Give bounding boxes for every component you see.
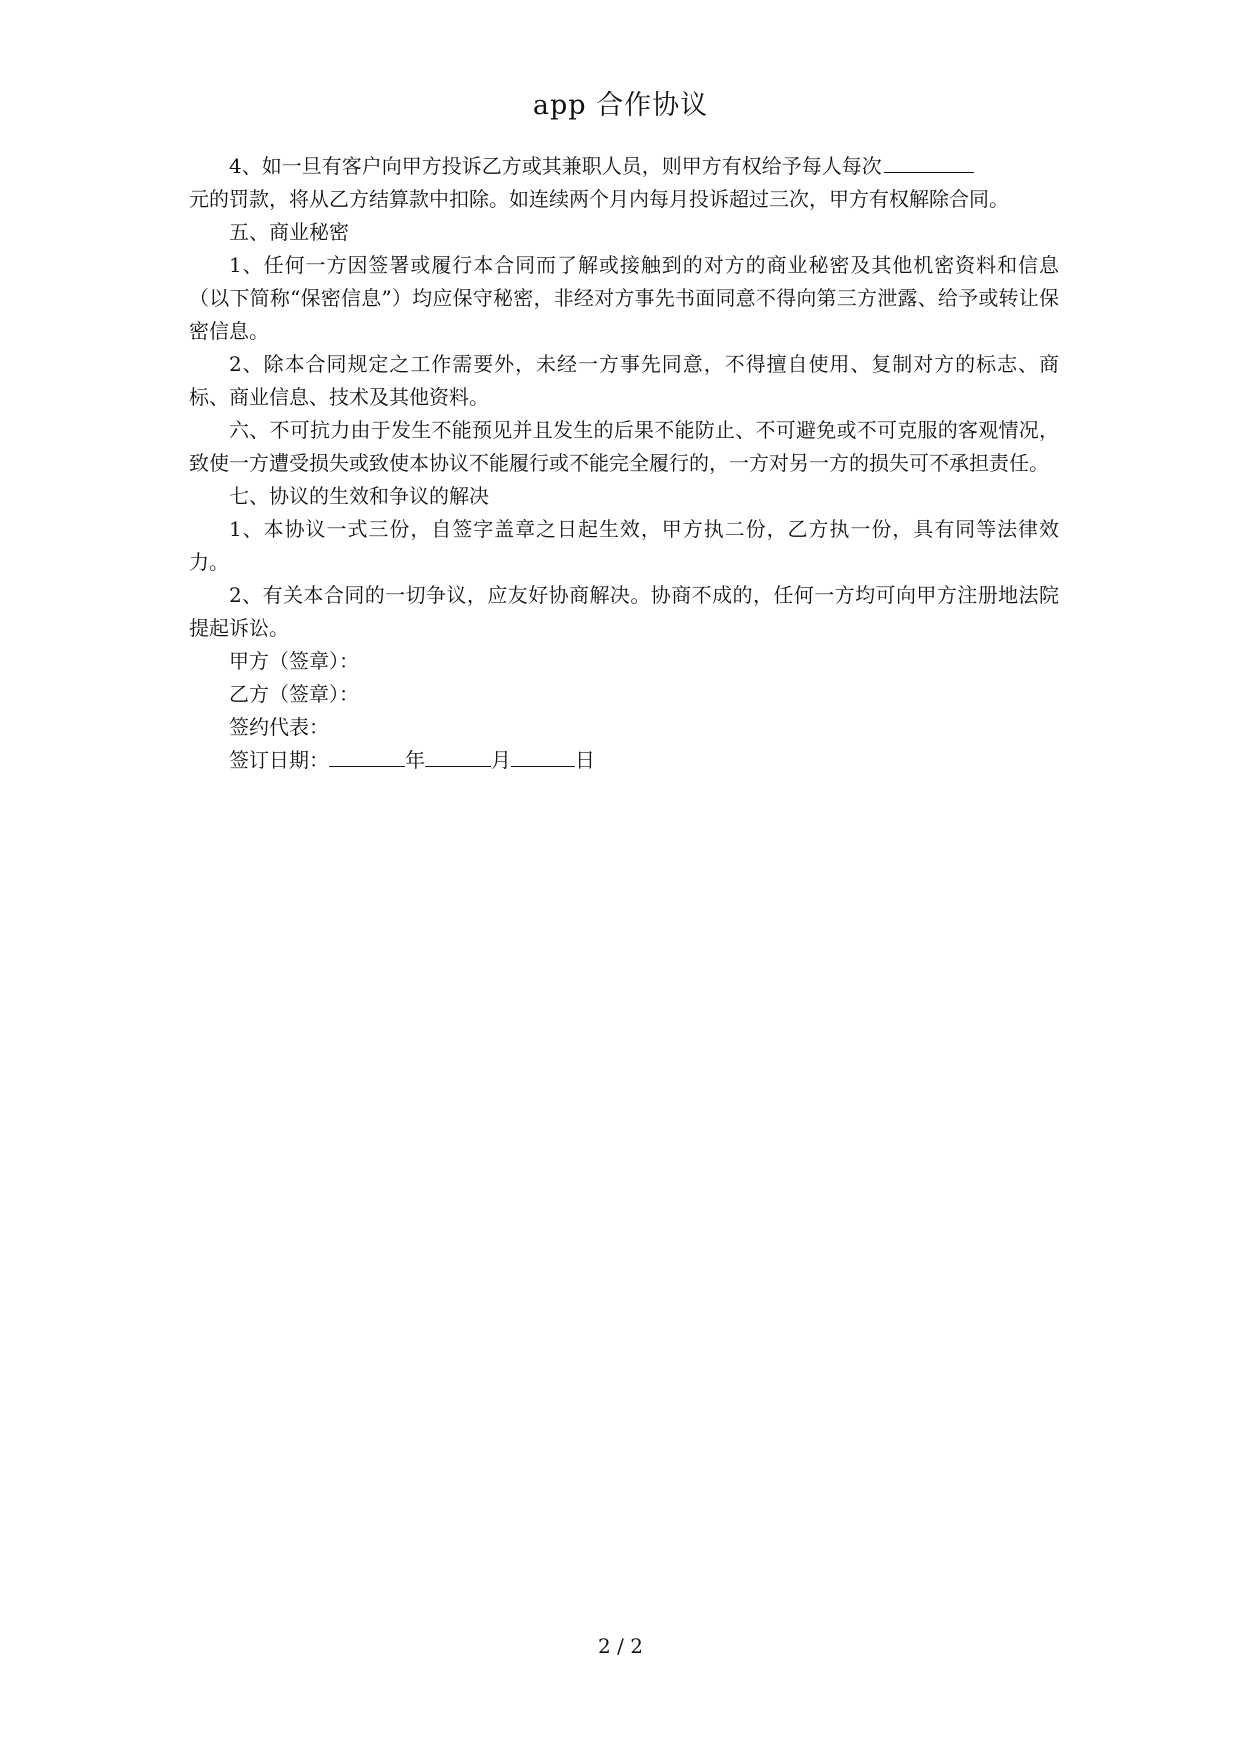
clause-5-2-materials: 2、除本合同规定之工作需要外，未经一方事先同意，不得擅自使用、复制对方的标志、商标、商业信息、技术及其他资料。 <box>189 352 1059 409</box>
date-label: 签订日期： <box>229 748 329 772</box>
day-label: 日 <box>575 748 595 772</box>
representative-signature: 签约代表： <box>229 715 329 739</box>
clause-5-1-confidentiality: 1、任何一方因签署或履行本合同而了解或接触到的对方的商业秘密及其他机密资料和信息（以下简称“保密信息”）均应保守秘密，非经对方事先书面同意不得向第三方泄露、给予或转让保密信息。 <box>189 253 1059 343</box>
clause-7-1-effectiveness: 1、本协议一式三份，自签字盖章之日起生效，甲方执二份，乙方执一份，具有同等法律效力。 <box>189 517 1059 574</box>
month-blank <box>425 746 491 767</box>
section-5-heading: 五、商业秘密 <box>229 220 349 244</box>
document-title: app 合作协议 <box>532 90 709 121</box>
document-body <box>189 150 1059 777</box>
year-label: 年 <box>405 748 425 772</box>
year-blank <box>329 746 405 767</box>
section-7-heading: 七、协议的生效和争议的解决 <box>229 484 489 508</box>
signing-date-line <box>189 744 1059 777</box>
clause-4-complaint-penalty: 4、如一旦有客户向甲方投诉乙方或其兼职人员，则甲方有权给予每人每次 <box>189 150 1059 183</box>
clause-7-2-disputes: 2、有关本合同的一切争议，应友好协商解决。协商不成的，任何一方均可向甲方注册地法院提起诉讼。 <box>189 583 1059 640</box>
party-b-signature: 乙方（签章）： <box>229 682 359 706</box>
month-label: 月 <box>491 748 511 772</box>
page-number: 2 / 2 <box>598 1634 643 1658</box>
section-6-force-majeure: 六、不可抗力由于发生不能预见并且发生的后果不能防止、不可避免或不可克服的客观情况，致使一方遭受损失或致使本协议不能履行或不能完全履行的，一方对另一方的损失可不承担责任。 <box>189 418 1059 475</box>
clause-4-continuation: 元的罚款，将从乙方结算款中扣除。如连续两个月内每月投诉超过三次，甲方有权解除合同。 <box>189 187 1009 211</box>
day-blank <box>511 746 575 767</box>
party-a-signature: 甲方（签章）： <box>229 649 359 673</box>
